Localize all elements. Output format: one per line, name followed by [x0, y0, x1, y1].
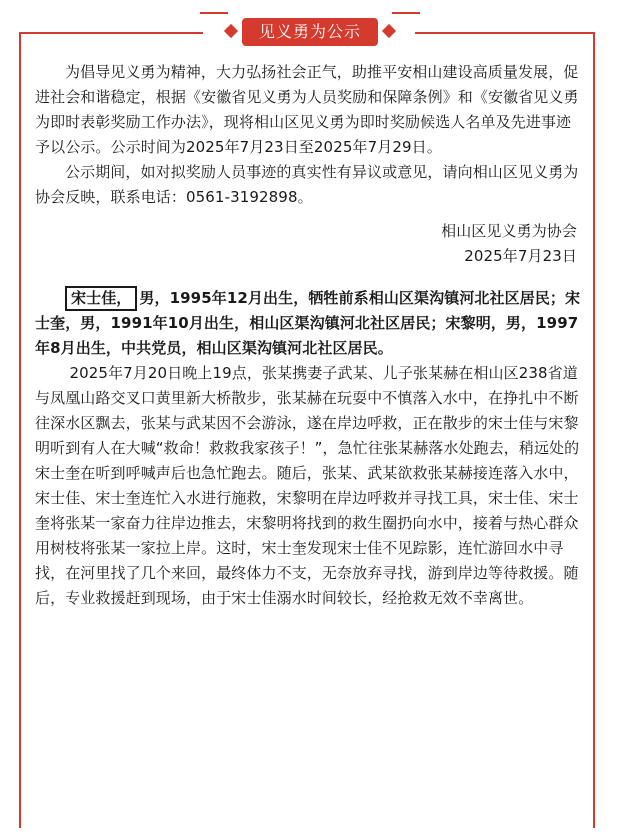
title-left-line	[200, 12, 228, 14]
notice-content	[35, 60, 581, 611]
notice-paragraph-2: 公示期间，如对拟奖励人员事迹的真实性有异议或意见，请向相山区见义勇为协会反映，联系电话：0561-3192898。	[35, 163, 579, 206]
title-banner	[228, 18, 392, 46]
notice-paragraph-1: 为倡导见义勇为精神，大力弘扬社会正气，助推平安相山建设高质量发展，促进社会和谐稳定，根据《安徽省见义勇为人员奖励和保障条例》和《安徽省见义勇为即时表彰奖励工作办法》，现将相山区见义勇为即时奖励候选人名单及先进事迹予以公示。公示时间为2025年7月23日至2025年7月29日。	[35, 63, 579, 156]
candidates-info	[35, 286, 581, 361]
title-right-line	[392, 12, 420, 14]
story-paragraph: 2025年7月20日晚上19点，张某携妻子武某、儿子张某赫在相山区238省道与凤凰山路交叉口黄里新大桥散步，张某赫在玩耍中不慎落入水中，在挣扎中不断往深水区飘去，张某与武某因不会游泳，遂在岸边呼救，正在散步的宋士佳与宋黎明听到有人在大喊“救命！救救我家孩子！”，急忙往张某赫落水处跑去，稍远处的宋士奎在听到呼喊声后也急忙跑去。随后，张某、武某欲救张某赫接连落入水中，宋士佳、宋士奎连忙入水进行施救，宋黎明在岸边呼救并寻找工具，宋士佳、宋士奎将张某一家奋力往岸边推去，宋黎明将找到的救生圈扔向水中，接着与热心群众用树枝将张某一家拉上岸。这时，宋士奎发现宋士佳不见踪影，连忙游回水中寻找，在河里找了几个来回，最终体力不支，无奈放弃寻找，游到岸边等待救援。随后，专业救援赶到现场，由于宋士佳溺水时间较长，经抢救无效不幸离世。	[35, 364, 580, 607]
candidates-text: 男，1995年12月出生，牺牲前系相山区渠沟镇河北社区居民；宋士奎，男，1991年10月出生，相山区渠沟镇河北社区居民；宋黎明，男，1997年8月出生，中共党员，相山区渠沟镇河北社区居民。	[35, 289, 581, 357]
page-title: 见义勇为公示	[242, 18, 378, 46]
signature-org: 相山区见义勇为协会	[441, 222, 577, 240]
signature-date: 2025年7月23日	[464, 247, 577, 265]
highlighted-name: 宋士佳，	[65, 286, 137, 311]
